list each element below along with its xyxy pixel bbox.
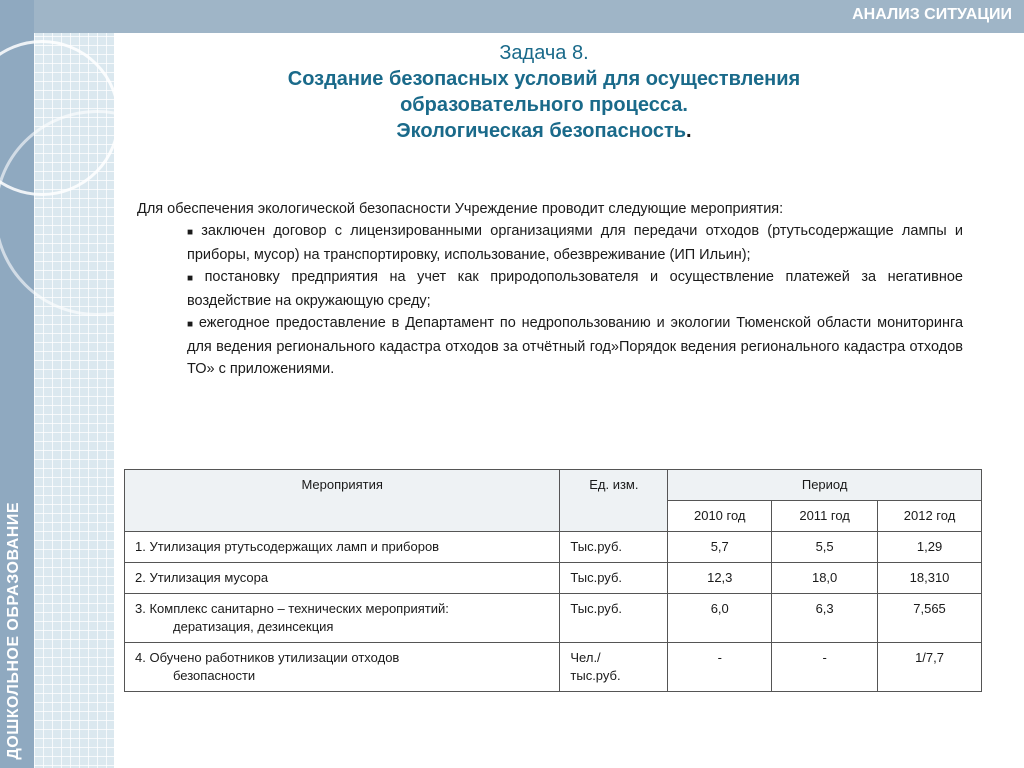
sidebar-vertical-label: ДОШКОЛЬНОЕ ОБРАЗОВАНИЕ xyxy=(5,502,22,760)
cell-value: 18,310 xyxy=(878,563,982,594)
task-number: Задача 8. xyxy=(499,42,589,64)
unit-text: Чел./ xyxy=(570,650,601,665)
activity-text-continued: дератизация, дезинсекция xyxy=(173,619,334,634)
bullet-square-icon: ■ xyxy=(187,273,201,284)
cell-value: 6,3 xyxy=(772,594,878,643)
activity-text: 1. Утилизация ртутьсодержащих ламп и приборов xyxy=(135,539,440,554)
heading-line-3-text: Экологическая безопасность xyxy=(396,120,687,142)
table-row xyxy=(125,563,982,594)
activity-text-continued: безопасности xyxy=(173,668,256,683)
header-activity: Мероприятия xyxy=(125,470,560,532)
cell-value: 12,3 xyxy=(668,563,772,594)
cell-activity xyxy=(125,532,560,563)
cell-activity xyxy=(125,594,560,643)
cell-value: 5,5 xyxy=(772,532,878,563)
heading-line-3 xyxy=(114,118,974,144)
table-row xyxy=(125,594,982,643)
cell-value: - xyxy=(668,643,772,692)
cell-activity xyxy=(125,643,560,692)
activities-table xyxy=(124,469,982,692)
heading-line-3-dot: . xyxy=(686,120,692,142)
activity-text: 3. Комплекс санитарно – технических мероприятий: xyxy=(135,601,449,616)
header-unit: Ед. изм. xyxy=(560,470,668,532)
intro-text xyxy=(137,198,963,380)
intro-lead: Для обеспечения экологической безопасности Учреждение проводит следующие мероприятия: xyxy=(137,201,784,217)
list-item-text: заключен договор с лицензированными организациями для передачи отходов (ртутьсодержащие лампы и приборы, мусор) на транспортировку, использование, обезвреживание (ИП Ильин); xyxy=(187,223,964,263)
heading-line-2: образовательного процесса. xyxy=(400,94,688,116)
cell-value: 1,29 xyxy=(878,532,982,563)
activity-text: 4. Обучено работников утилизации отходов xyxy=(135,650,400,665)
table-row xyxy=(125,532,982,563)
decorative-grid-strip xyxy=(34,0,114,768)
list-item-text: ежегодное предоставление в Департамент по недропользованию и экологии Тюменской области мониторинга для ведения регионального кадастра отходов за отчётный год»Порядок ведения регионального кадастра отходов ТО» с приложениями. xyxy=(187,315,964,377)
activity-text: 2. Утилизация мусора xyxy=(135,570,269,585)
cell-value: 5,7 xyxy=(668,532,772,563)
list-item xyxy=(187,266,963,312)
cell-unit: Тыс.руб. xyxy=(560,532,668,563)
cell-value: 18,0 xyxy=(772,563,878,594)
cell-unit: Тыс.руб. xyxy=(560,594,668,643)
measures-list xyxy=(137,220,963,380)
page-heading xyxy=(114,40,974,144)
header-year-2011: 2011 год xyxy=(772,501,878,532)
bullet-square-icon: ■ xyxy=(187,227,198,238)
heading-line-1: Создание безопасных условий для осуществления xyxy=(287,68,801,90)
unit-text-continued: тыс.руб. xyxy=(570,668,621,683)
table-header-row xyxy=(125,470,982,501)
list-item-text: постановку предприятия на учет как природопользователя и осуществление платежей за негативное воздействие на окружающую среду; xyxy=(187,269,963,309)
cell-value: 7,565 xyxy=(878,594,982,643)
cell-unit xyxy=(560,643,668,692)
cell-value: - xyxy=(772,643,878,692)
header-bar xyxy=(34,0,1024,33)
header-year-2012: 2012 год xyxy=(878,501,982,532)
section-title: АНАЛИЗ СИТУАЦИИ xyxy=(852,6,1012,23)
header-year-2010: 2010 год xyxy=(668,501,772,532)
list-item xyxy=(187,220,963,266)
header-period: Период xyxy=(668,470,982,501)
cell-value: 6,0 xyxy=(668,594,772,643)
cell-value: 1/7,7 xyxy=(878,643,982,692)
bullet-square-icon: ■ xyxy=(187,319,195,330)
cell-activity xyxy=(125,563,560,594)
table-row xyxy=(125,643,982,692)
cell-unit: Тыс.руб. xyxy=(560,563,668,594)
list-item xyxy=(187,312,963,380)
